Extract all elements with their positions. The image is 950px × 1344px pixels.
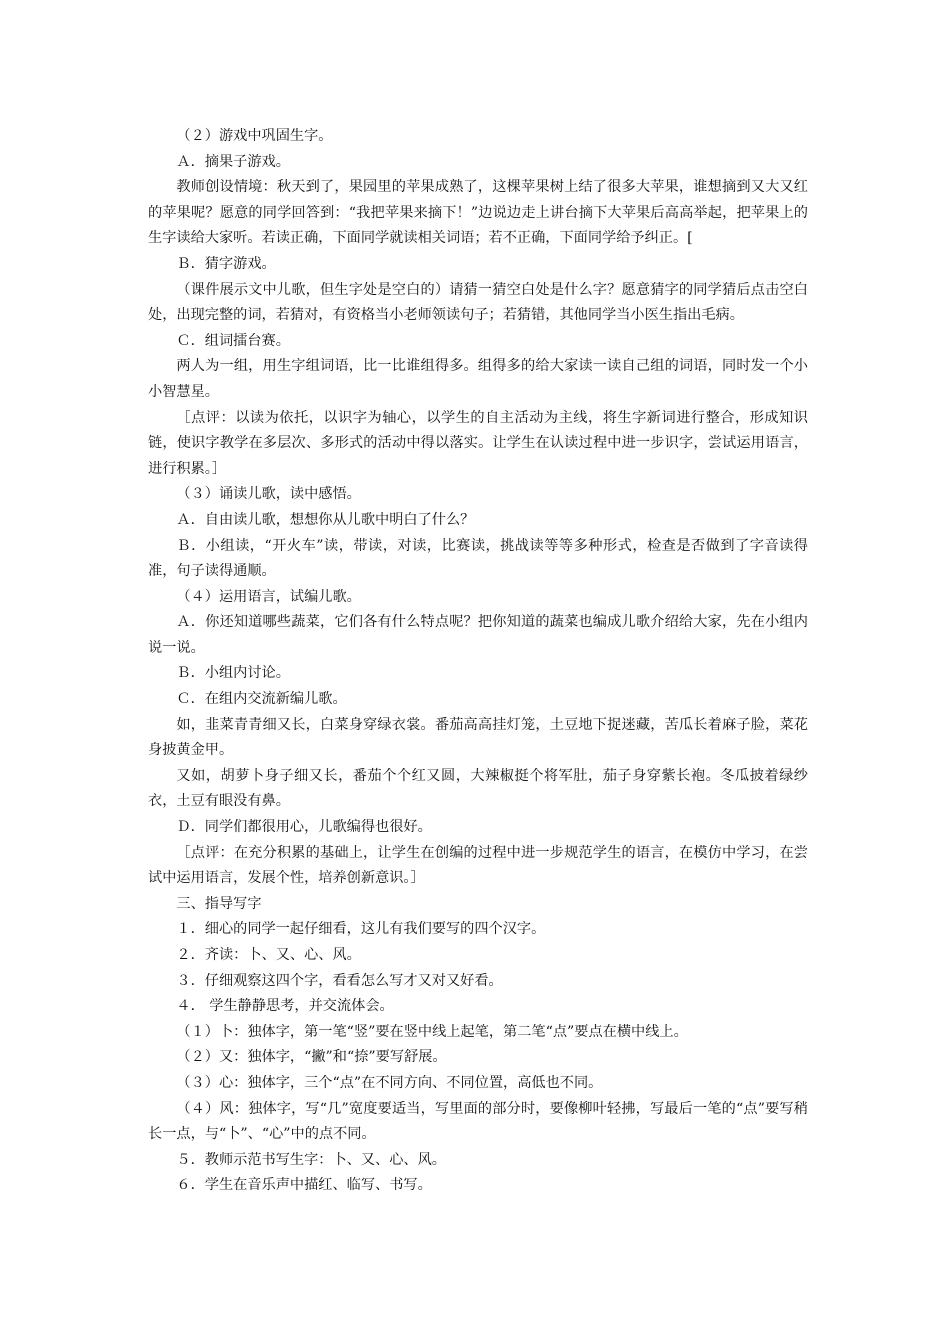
paragraph: 两人为一组，用生字组词语，比一比谁组得多。组得多的给大家读一读自己组的词语，同时发一个小小智慧星。 xyxy=(148,358,808,400)
paragraph: （２）又：独体字，“撇”和“捺”要写舒展。 xyxy=(176,1049,447,1066)
paragraph: （２）游戏中巩固生字。 xyxy=(176,128,333,144)
paragraph: １．细心的同学一起仔细看，这儿有我们要写的四个汉字。 xyxy=(176,921,546,938)
paragraph: ４． 学生静静思考，并交流体会。 xyxy=(176,998,394,1015)
paragraph: （４）运用语言，试编儿歌。 xyxy=(176,588,361,605)
paragraph: 如，韭菜青青细又长，白菜身穿绿衣裳。番茄高高挂灯笼，土豆地下捉迷藏，苦瓜长着麻子脸，菜花身披黄金甲。 xyxy=(148,716,808,759)
section-heading: 三、指导写字 xyxy=(176,895,262,912)
paragraph: Ｂ．小组内讨论。 xyxy=(176,665,290,682)
paragraph: Ｃ．在组内交流新编儿歌。 xyxy=(176,691,347,708)
paragraph: ３．仔细观察这四个字，看看怎么写才又对又好看。 xyxy=(176,972,503,989)
paragraph: 又如，胡萝卜身子细又长，番茄个个红又圆，大辣椒挺个将军肚，茄子身穿紫长袍。冬瓜披着绿纱衣，土豆有眼没有鼻。 xyxy=(148,767,808,810)
paragraph: （课件展示文中儿歌，但生字处是空白的）请猜一猜空白处是什么字？愿意猜字的同学猜后点击空白处，出现完整的词，若猜对，有资格当小老师领读句子；若猜错，其他同学当小医生指出毛病。 xyxy=(148,281,808,324)
paragraph: Ａ．摘果子游戏。 xyxy=(176,153,290,170)
paragraph: ［点评：以读为依托，以识字为轴心，以学生的自主活动为主线，将生字新词进行整合，形成知识链，使识字教学在多层次、多形式的活动中得以落实。让学生在认读过程中进一步识字，尝试运用语言，进行积累。］ xyxy=(148,409,808,477)
paragraph: ５．教师示范书写生字：卜、又、心、风。 xyxy=(176,1151,446,1168)
paragraph: Ｃ．组词擂台赛。 xyxy=(176,332,290,349)
paragraph: （３）心：独体字，三个“点”在不同方向、不同位置，高低也不同。 xyxy=(176,1074,603,1091)
paragraph: Ｄ．同学们都很用心，儿歌编得也很好。 xyxy=(176,819,432,836)
paragraph: Ａ．你还知道哪些蔬菜，它们各有什么特点呢？把你知道的蔬菜也编成儿歌介绍给大家，先在小组内说一说。 xyxy=(148,614,808,656)
paragraph: 教师创设情境：秋天到了，果园里的苹果成熟了，这棵苹果树上结了很多大苹果，谁想摘到又大又红的苹果呢？愿意的同学回答到：“我把苹果来摘下！”边说边走上讲台摘下大苹果后高高举起，把苹果上的生字读给大家听。若读正确，下面同学就读相关词语；若不正确，下面同学给予纠正。[ xyxy=(148,179,808,247)
paragraph: Ｂ．猜字游戏。 xyxy=(176,255,276,272)
paragraph: （３）诵读儿歌，读中感悟。 xyxy=(176,486,361,503)
paragraph: ６．学生在音乐声中描红、临写、书写。 xyxy=(176,1177,432,1194)
paragraph: ２．齐读：卜、又、心、风。 xyxy=(176,947,361,963)
paragraph: Ａ．自由读儿歌，想想你从儿歌中明白了什么？ xyxy=(176,511,475,528)
paragraph: （１）卜：独体字，第一笔“竖”要在竖中线上起笔，第二笔“点”要点在横中线上。 xyxy=(176,1023,688,1040)
document-page xyxy=(148,124,808,1199)
paragraph: ［点评：在充分积累的基础上，让学生在创编的过程中进一步规范学生的语言，在模仿中学习，在尝试中运用语言，发展个性，培养创新意识。］ xyxy=(148,844,808,887)
paragraph: （４）风：独体字，写“几”宽度要适当，写里面的部分时，要像柳叶轻拂，写最后一笔的“点”要写稍长一点，与“卜”、“心”中的点不同。 xyxy=(148,1100,808,1143)
paragraph: Ｂ．小组读，“开火车”读，带读，对读，比赛读，挑战读等等多种形式，检查是否做到了字音读得准，句子读得通顺。 xyxy=(148,537,808,580)
